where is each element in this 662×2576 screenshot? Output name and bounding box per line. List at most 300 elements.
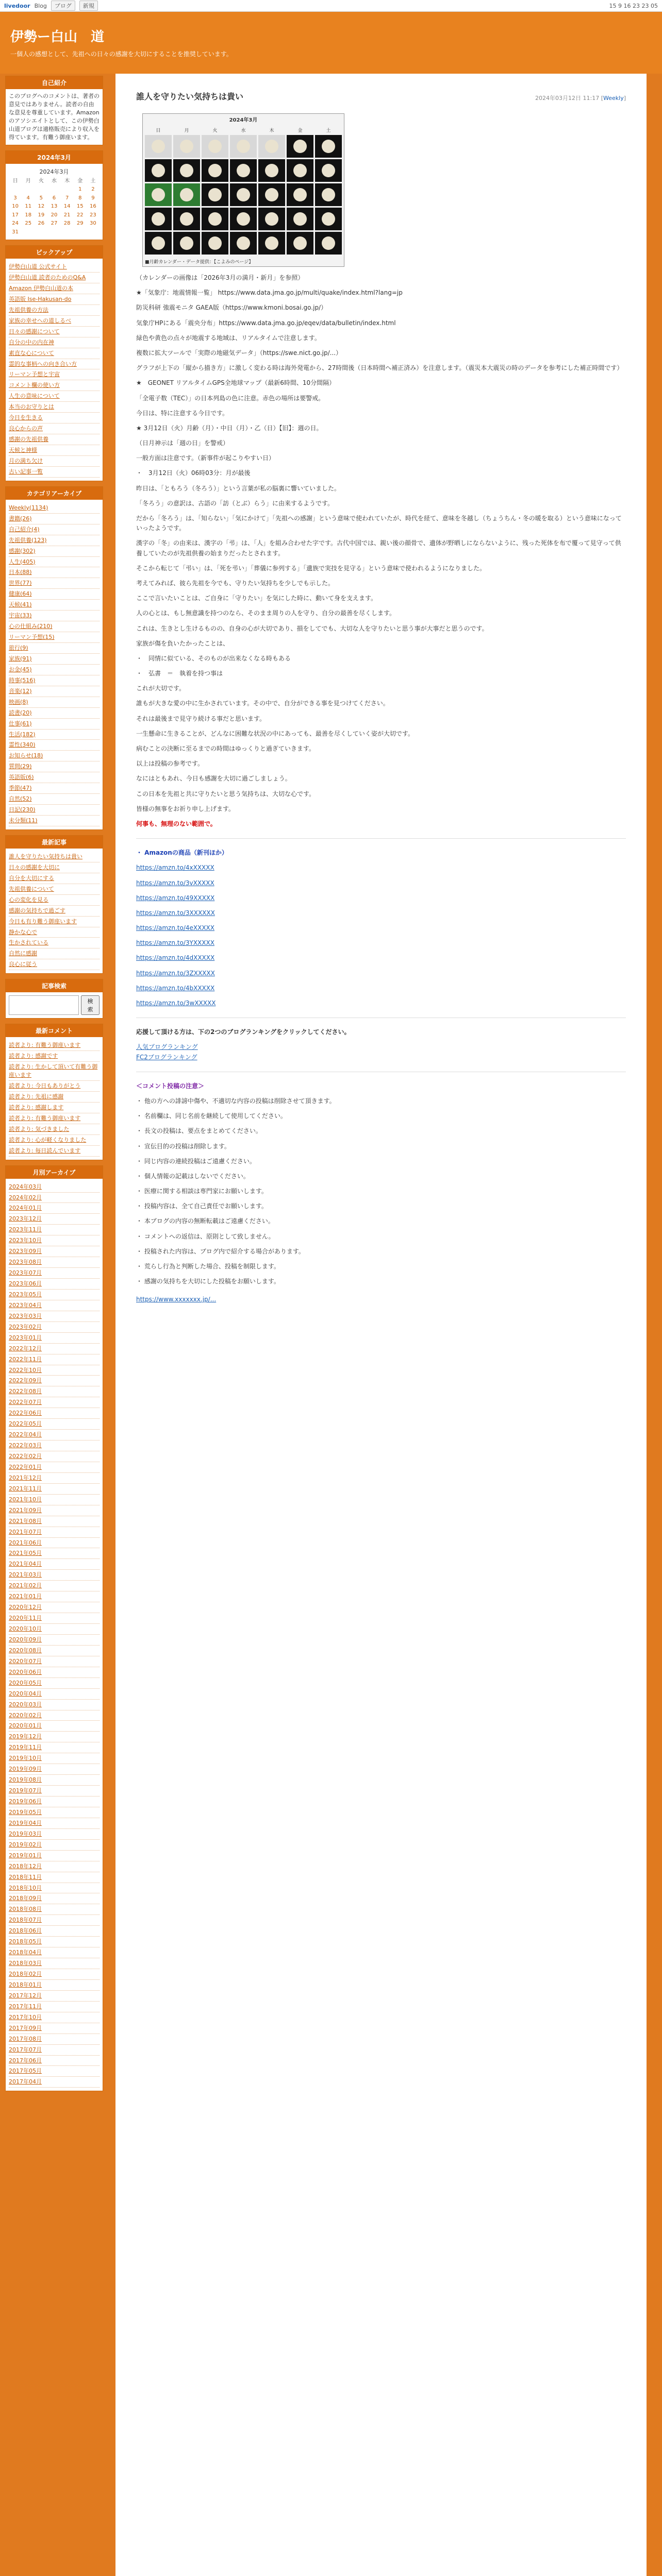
- calendar-day: [74, 228, 87, 237]
- calendar-day[interactable]: 26: [38, 221, 45, 227]
- section-red-text: 何事も、無理のない範囲で。: [136, 820, 217, 827]
- pickup-link[interactable]: 今日を生きる: [9, 414, 43, 421]
- category-link[interactable]: 未分類(11): [9, 817, 38, 824]
- archive-link[interactable]: 2019年04月: [9, 1819, 42, 1826]
- moon-phase-cell: [202, 135, 228, 158]
- book-link[interactable]: https://amzn.to/4eXXXXX: [136, 924, 214, 932]
- category-item: [9, 621, 100, 632]
- archive-link[interactable]: 2021年08月: [9, 1517, 42, 1524]
- calendar-day[interactable]: 24: [12, 221, 19, 227]
- category-link[interactable]: 自己紹介(4): [9, 526, 40, 533]
- archive-link[interactable]: 2017年10月: [9, 2013, 42, 2021]
- moon-icon: [208, 236, 222, 250]
- archive-link[interactable]: 2023年11月: [9, 1226, 42, 1233]
- recent-comment-link[interactable]: 読者より: 心が軽くなりました: [9, 1136, 87, 1143]
- pickup-link[interactable]: 月の満ち欠け: [9, 457, 43, 464]
- category-link[interactable]: 健康(64): [9, 590, 32, 598]
- archive-link[interactable]: 2020年03月: [9, 1701, 42, 1708]
- pickup-item: [9, 423, 100, 434]
- category-item: [9, 730, 100, 740]
- calendar-day[interactable]: 12: [38, 204, 45, 210]
- archive-item: [9, 1473, 100, 1484]
- archive-link[interactable]: 2018年04月: [9, 1949, 42, 1956]
- book-links: [136, 863, 626, 1008]
- category-link[interactable]: 人生(405): [9, 558, 36, 565]
- archive-link[interactable]: 2023年04月: [9, 1301, 42, 1309]
- archive-link[interactable]: 2023年01月: [9, 1334, 42, 1341]
- archive-link[interactable]: 2021年10月: [9, 1496, 42, 1503]
- archive-link[interactable]: 2022年01月: [9, 1463, 42, 1470]
- moon-icon: [152, 164, 165, 177]
- archive-link[interactable]: 2018年01月: [9, 1981, 42, 1988]
- moon-phase-cell: [287, 159, 313, 182]
- recent-comment-link[interactable]: 読者より: 生かして頂いて有難う御座います: [9, 1063, 98, 1079]
- category-link[interactable]: 音楽(12): [9, 687, 32, 694]
- archive-link[interactable]: 2021年02月: [9, 1582, 42, 1589]
- pickup-link[interactable]: 人生の意味について: [9, 393, 60, 400]
- archive-link[interactable]: 2022年04月: [9, 1431, 42, 1438]
- recent-comment-link[interactable]: 読者より: 有難う御座います: [9, 1114, 81, 1122]
- category-link[interactable]: 日本(88): [9, 569, 32, 576]
- archive-link[interactable]: 2022年02月: [9, 1453, 42, 1460]
- new-link[interactable]: 新規: [79, 1, 98, 11]
- category-link[interactable]: お知らせ(18): [9, 752, 43, 759]
- archive-item: [9, 2034, 100, 2045]
- category-link[interactable]: 宇宙(33): [9, 612, 32, 619]
- archive-link[interactable]: 2022年11月: [9, 1355, 42, 1363]
- category-link[interactable]: 英語版(6): [9, 774, 34, 781]
- calendar-day[interactable]: 20: [51, 212, 58, 218]
- sidebar: [5, 74, 103, 2096]
- pickup-heading: ピックアップ: [6, 246, 103, 259]
- archive-link[interactable]: 2024年02月: [9, 1194, 42, 1201]
- moon-icon: [237, 188, 250, 201]
- category-list: [9, 503, 100, 826]
- moon-icon: [208, 212, 222, 226]
- moon-icon: [208, 188, 222, 201]
- recent-article-link[interactable]: 良心に従う: [9, 961, 37, 968]
- archive-link[interactable]: 2017年08月: [9, 2035, 42, 2042]
- archive-link[interactable]: 2020年04月: [9, 1690, 42, 1697]
- archive-heading: 月別アーカイブ: [6, 1166, 103, 1179]
- archive-link[interactable]: 2022年08月: [9, 1388, 42, 1395]
- archive-item: [9, 1602, 100, 1613]
- category-link[interactable]: 季節(47): [9, 785, 32, 792]
- pickup-box: [5, 245, 103, 481]
- archive-link[interactable]: 2017年06月: [9, 2057, 42, 2064]
- calendar-day[interactable]: 7: [65, 195, 69, 201]
- archive-link[interactable]: 2019年05月: [9, 1808, 42, 1816]
- intro-text: このブログへのコメントは、著者の意見ではありません。読者の自由な意見を尊重しています。Amazonのアソシエイトとして、この伊勢白山道ブログは適格販売により収入を得ています。有難う御座います。: [9, 93, 100, 141]
- moon-icon: [265, 188, 278, 201]
- rule-item: ・ 長文の投稿は、要点をまとめてください。: [136, 1127, 262, 1135]
- recent-article-link[interactable]: 自分を大切にする: [9, 874, 54, 882]
- post-paragraph: 気象庁HPにある「震央分布」https://www.data.jma.go.jp/eqev/data/bulletin/index.html: [136, 319, 396, 327]
- category-link[interactable]: 映画(8): [9, 698, 28, 705]
- archive-link[interactable]: 2017年11月: [9, 2003, 42, 2010]
- recent-box: [5, 835, 103, 974]
- recent-comment-link[interactable]: 読者より: 今日もありがとう: [9, 1082, 81, 1089]
- recent-article-item: [9, 852, 100, 862]
- recent-article-link[interactable]: 誰人を守りたい気持ちは貴い: [9, 853, 82, 860]
- archive-link[interactable]: 2018年12月: [9, 1862, 42, 1870]
- archive-link[interactable]: 2021年12月: [9, 1474, 42, 1481]
- book-link[interactable]: https://amzn.to/4dXXXXX: [136, 954, 215, 962]
- calendar-day[interactable]: 14: [63, 204, 71, 210]
- archive-link[interactable]: 2018年09月: [9, 1895, 42, 1902]
- footer-link[interactable]: https://www.xxxxxxx.jp/...: [136, 1296, 217, 1303]
- pickup-link[interactable]: 感謝の先祖供養: [9, 436, 48, 443]
- pickup-link[interactable]: 自分の中の内在神: [9, 338, 54, 346]
- recent-article-link[interactable]: 感謝の気持ちで過ごす: [9, 907, 65, 914]
- archive-link[interactable]: 2024年03月: [9, 1183, 42, 1190]
- rule-item: ・ 同じ内容の連続投稿はご遠慮ください。: [136, 1157, 256, 1165]
- calendar-day[interactable]: 9: [91, 195, 95, 201]
- category-link[interactable]: 仕事(61): [9, 720, 32, 727]
- post-paragraph: 複数に拡大ツールで「実際の地磁気データ」（https://swe.nict.go.jp/...）: [136, 349, 342, 357]
- moon-icon: [237, 212, 250, 226]
- recent-article-link[interactable]: 今日も有り難う御座います: [9, 918, 77, 925]
- calendar-day[interactable]: 13: [51, 204, 58, 210]
- search-button[interactable]: 検索: [81, 995, 100, 1015]
- pickup-link[interactable]: 本当のお守りとは: [9, 403, 54, 411]
- book-link[interactable]: https://amzn.to/3ZXXXXX: [136, 969, 215, 977]
- category-item: [9, 611, 100, 621]
- post-paragraph: これは、生きとし生けるものの、自身の心が大切であり、損をしてでも、大切な人を守りたいと思う事が大事だと思うのです。: [136, 624, 488, 632]
- archive-link[interactable]: 2022年05月: [9, 1420, 42, 1428]
- archive-link[interactable]: 2018年02月: [9, 1971, 42, 1977]
- archive-link[interactable]: 2019年08月: [9, 1776, 42, 1784]
- calendar-day: [87, 228, 100, 237]
- archive-link[interactable]: 2023年08月: [9, 1259, 42, 1266]
- archive-link[interactable]: 2018年06月: [9, 1927, 42, 1935]
- post-paragraph: 人の心とは、もし無意識を持つのなら、そのまま周りの人を守り、自分の最善を尽くします。: [136, 609, 396, 617]
- pickup-link[interactable]: 素直な心について: [9, 349, 54, 357]
- archive-item: [9, 1991, 100, 2002]
- archive-link[interactable]: 2022年06月: [9, 1410, 42, 1417]
- archive-link[interactable]: 2018年10月: [9, 1884, 42, 1891]
- moon-icon: [293, 140, 307, 153]
- archive-link[interactable]: 2017年04月: [9, 2078, 42, 2086]
- archive-link[interactable]: 2017年07月: [9, 2046, 42, 2053]
- archive-link[interactable]: 2019年12月: [9, 1733, 42, 1740]
- archive-link[interactable]: 2022年07月: [9, 1399, 42, 1406]
- calendar-day[interactable]: 15: [76, 204, 84, 210]
- archive-link[interactable]: 2023年09月: [9, 1248, 42, 1255]
- archive-link[interactable]: 2021年06月: [9, 1539, 42, 1546]
- moon-phase-cell: [258, 159, 285, 182]
- recent-comment-link[interactable]: 読者より: 感謝です: [9, 1053, 58, 1060]
- recent-comment-link[interactable]: 読者より: 有難う御座います: [9, 1042, 81, 1049]
- archive-item: [9, 1203, 100, 1214]
- recent-comment-link[interactable]: 読者より: 先祖に感謝: [9, 1093, 64, 1100]
- moon-dow: 月: [184, 128, 189, 133]
- calendar-day[interactable]: 21: [63, 212, 71, 218]
- calendar-day[interactable]: 19: [38, 212, 45, 218]
- moon-phase-cell: [230, 232, 257, 255]
- moon-phase-cell: [202, 208, 228, 230]
- archive-link[interactable]: 2019年11月: [9, 1744, 42, 1751]
- archive-link[interactable]: 2024年01月: [9, 1205, 42, 1212]
- category-link[interactable]: 世界(77): [9, 580, 32, 587]
- archive-item: [9, 1646, 100, 1656]
- archive-item: [9, 1958, 100, 1969]
- calendar-day[interactable]: 11: [25, 204, 32, 210]
- moon-icon: [265, 236, 278, 250]
- calendar-day[interactable]: 17: [12, 212, 19, 218]
- blog-link[interactable]: ブログ: [51, 1, 75, 11]
- calendar-day[interactable]: 22: [76, 212, 84, 218]
- category-link[interactable]: 心の仕組み(210): [9, 623, 53, 630]
- archive-link[interactable]: 2023年10月: [9, 1237, 42, 1244]
- category-link[interactable]: 日記(230): [9, 806, 36, 814]
- archive-link[interactable]: 2018年07月: [9, 1917, 42, 1924]
- recent-comment-link[interactable]: 読者より: 感謝します: [9, 1104, 64, 1111]
- archive-link[interactable]: 2022年12月: [9, 1345, 42, 1352]
- pickup-item: [9, 445, 100, 456]
- category-link[interactable]: 天候(41): [9, 601, 32, 608]
- archive-link[interactable]: 2021年09月: [9, 1506, 42, 1514]
- calendar-day[interactable]: 23: [90, 212, 96, 218]
- archive-link[interactable]: 2021年04月: [9, 1561, 42, 1568]
- calendar-day[interactable]: 29: [76, 221, 84, 227]
- category-link[interactable]: 生活(182): [9, 731, 36, 738]
- category-link[interactable]: 質問(29): [9, 763, 32, 770]
- pickup-link[interactable]: コメント欄の使い方: [9, 382, 60, 389]
- book-item: [136, 863, 626, 873]
- recent-comment-link[interactable]: 読者より: 毎日読んでいます: [9, 1147, 81, 1154]
- category-link[interactable]: 感謝(302): [9, 547, 36, 554]
- archive-item: [9, 1840, 100, 1851]
- calendar-dow: 火: [38, 178, 44, 184]
- archive-link[interactable]: 2019年07月: [9, 1787, 42, 1794]
- book-link[interactable]: https://amzn.to/3wXXXXX: [136, 999, 216, 1007]
- archive-link[interactable]: 2020年07月: [9, 1657, 42, 1665]
- archive-link[interactable]: 2023年07月: [9, 1269, 42, 1277]
- post-category-link[interactable]: Weekly: [603, 95, 624, 101]
- pickup-item: [9, 305, 100, 316]
- search-box: [5, 979, 103, 1019]
- category-link[interactable]: 霊性(340): [9, 741, 36, 749]
- calendar-dow: 水: [51, 178, 57, 184]
- category-link[interactable]: 先祖供養(123): [9, 536, 47, 544]
- pickup-link[interactable]: 良心からの声: [9, 425, 43, 432]
- livedoor-logo[interactable]: livedoor: [4, 2, 30, 9]
- moon-icon: [322, 188, 335, 201]
- recent-article-link[interactable]: 先祖供養について: [9, 885, 54, 892]
- archive-link[interactable]: 2021年03月: [9, 1571, 42, 1579]
- recent-comment-link[interactable]: 読者より: 気づきました: [9, 1125, 70, 1132]
- category-item: [9, 675, 100, 686]
- archive-link[interactable]: 2023年05月: [9, 1291, 42, 1298]
- archive-item: [9, 1279, 100, 1290]
- calendar-day[interactable]: 4: [26, 195, 30, 201]
- moon-phase-cell: [230, 183, 257, 206]
- archive-link[interactable]: 2020年12月: [9, 1604, 42, 1611]
- category-link[interactable]: 家族(91): [9, 655, 32, 662]
- category-link[interactable]: 自然(52): [9, 795, 32, 803]
- recent-article-link[interactable]: 生かされている: [9, 939, 48, 946]
- archive-link[interactable]: 2023年03月: [9, 1312, 42, 1319]
- archive-item: [9, 1710, 100, 1721]
- archive-link[interactable]: 2020年05月: [9, 1679, 42, 1686]
- moon-phase-cell: [287, 135, 313, 158]
- book-link[interactable]: https://amzn.to/4xXXXXX: [136, 864, 214, 872]
- post-paragraph: なにはともあれ、今日も感謝を大切に過ごしましょう。: [136, 775, 291, 783]
- calendar-day[interactable]: 2: [91, 187, 95, 193]
- archive-link[interactable]: 2019年09月: [9, 1766, 42, 1773]
- pickup-link[interactable]: Amazon 伊勢白山道の本: [9, 284, 73, 292]
- archive-item: [9, 1376, 100, 1386]
- book-item: [136, 984, 626, 993]
- calendar-day[interactable]: 30: [90, 221, 96, 227]
- category-link[interactable]: お金(45): [9, 666, 32, 673]
- recent-comments-heading: 最新コメント: [6, 1024, 103, 1037]
- post-paragraph: 今日は、特に注意する今日です。: [136, 409, 229, 417]
- blog-service-label[interactable]: Blog: [34, 2, 47, 9]
- recent-article-item: [9, 938, 100, 948]
- archive-link[interactable]: 2021年01月: [9, 1593, 42, 1600]
- recent-article-link[interactable]: 静かな心で: [9, 928, 37, 936]
- archive-link[interactable]: 2018年08月: [9, 1906, 42, 1913]
- book-link[interactable]: https://amzn.to/3XXXXXX: [136, 909, 215, 917]
- post-paragraph: 一般方面は注意です。（新事件が起こりやすい日）: [136, 454, 275, 462]
- category-item: [9, 557, 100, 568]
- category-link[interactable]: リーマン予想(15): [9, 634, 55, 641]
- book-item: [136, 998, 626, 1008]
- category-link[interactable]: 旅行(9): [9, 645, 28, 651]
- calendar-day[interactable]: 8: [78, 195, 82, 201]
- pickup-link[interactable]: 家族の幸せへの道しるべ: [9, 317, 71, 324]
- pickup-link[interactable]: 伊勢白山道 公式サイト: [9, 263, 67, 270]
- archive-link[interactable]: 2020年06月: [9, 1668, 42, 1675]
- calendar-day[interactable]: 18: [25, 212, 32, 218]
- pickup-link[interactable]: リーマン予想と宇宙: [9, 371, 60, 378]
- archive-link[interactable]: 2020年02月: [9, 1711, 42, 1719]
- category-link[interactable]: 書籍(26): [9, 515, 32, 522]
- archive-item: [9, 1764, 100, 1775]
- calendar-day[interactable]: 27: [51, 221, 58, 227]
- post-paragraph: 一生懸命に生きることが、どんなに困難な状況の中にあっても、最善を尽くしていく姿が大切です。: [136, 730, 414, 737]
- category-box: [5, 486, 103, 830]
- calendar-day[interactable]: 31: [12, 229, 19, 235]
- archive-link[interactable]: 2023年12月: [9, 1215, 42, 1223]
- archive-link[interactable]: 2023年06月: [9, 1280, 42, 1287]
- post-paragraph: 防災科研 強震モニタ GAEA版（https://www.kmoni.bosai.go.jp/）: [136, 304, 327, 312]
- post-title: 誰人を守りたい気持ちは貴い: [136, 92, 244, 101]
- ranking-link-2[interactable]: FC2ブログランキング: [136, 1053, 197, 1061]
- archive-item: [9, 1559, 100, 1570]
- recent-article-link[interactable]: 日々の感謝を大切に: [9, 863, 60, 871]
- moon-dow: 日: [156, 128, 161, 133]
- archive-link[interactable]: 2020年09月: [9, 1636, 42, 1643]
- post-paragraph: 昨日は、「ともろう（冬ろう）」という言葉が私の脳裏に響いていました。: [136, 484, 341, 492]
- calendar-day[interactable]: 25: [25, 221, 32, 227]
- pickup-link[interactable]: 日々の感謝について: [9, 328, 60, 335]
- ranking-link-1[interactable]: 人気ブログランキング: [136, 1043, 198, 1051]
- pickup-link[interactable]: 天候と神様: [9, 447, 37, 453]
- book-link[interactable]: https://amzn.to/3vXXXXX: [136, 879, 214, 887]
- recent-comment-item: [9, 1124, 100, 1135]
- moon-phase-cell: [145, 183, 172, 206]
- category-item: [9, 567, 100, 578]
- calendar-day[interactable]: 5: [39, 195, 43, 201]
- archive-link[interactable]: 2022年10月: [9, 1366, 42, 1374]
- post-paragraph: 誰もが大きな愛の中に生かされています。その中で、自分ができる事を見つけてください。: [136, 700, 389, 707]
- search-input[interactable]: [9, 995, 79, 1015]
- archive-link[interactable]: 2020年10月: [9, 1625, 42, 1632]
- category-link[interactable]: 読書(20): [9, 709, 32, 716]
- pickup-link[interactable]: 古い記事一覧: [9, 468, 43, 475]
- archive-link[interactable]: 2017年09月: [9, 2024, 42, 2031]
- archive-link[interactable]: 2023年02月: [9, 1323, 42, 1330]
- archive-link[interactable]: 2021年05月: [9, 1550, 42, 1557]
- recent-article-link[interactable]: 自然に感謝: [9, 950, 37, 957]
- archive-link[interactable]: 2021年11月: [9, 1485, 42, 1492]
- recent-comments-box: [5, 1024, 103, 1160]
- rule-item: ・ 医療に関する相談は専門家にお願いします。: [136, 1188, 268, 1195]
- rule-item: ・ 投稿内容は、全て自己責任でお願いします。: [136, 1202, 268, 1210]
- pickup-item: [9, 273, 100, 283]
- archive-link[interactable]: 2019年03月: [9, 1830, 42, 1837]
- calendar-day[interactable]: 16: [90, 204, 96, 210]
- archive-link[interactable]: 2019年06月: [9, 1798, 42, 1805]
- moon-grid: [143, 125, 344, 257]
- archive-link[interactable]: 2019年01月: [9, 1852, 42, 1859]
- book-link[interactable]: https://amzn.to/3YXXXXX: [136, 939, 214, 947]
- category-item: [9, 805, 100, 816]
- archive-link[interactable]: 2018年05月: [9, 1938, 42, 1945]
- book-item: [136, 969, 626, 978]
- archive-link[interactable]: 2022年09月: [9, 1377, 42, 1384]
- category-link[interactable]: 時事(516): [9, 676, 36, 684]
- rules-list: [136, 1096, 626, 1286]
- archive-link[interactable]: 2017年12月: [9, 1992, 42, 1999]
- pickup-link[interactable]: 霊的な事柄への向き合い方: [9, 360, 77, 367]
- archive-link[interactable]: 2022年03月: [9, 1442, 42, 1449]
- archive-link[interactable]: 2019年02月: [9, 1841, 42, 1848]
- archive-link[interactable]: 2017年05月: [9, 2067, 42, 2075]
- rule-item: ・ 本ブログの内容の無断転載はご遠慮ください。: [136, 1217, 274, 1225]
- calendar-day[interactable]: 10: [12, 204, 19, 210]
- calendar-day[interactable]: 28: [63, 221, 71, 227]
- calendar-day[interactable]: 6: [52, 195, 56, 201]
- category-link[interactable]: Weekly(1134): [9, 504, 48, 511]
- blog-title[interactable]: 伊勢ー白山 道: [10, 29, 105, 45]
- pickup-link[interactable]: 伊勢白山道 読者のためのQ&A: [9, 274, 86, 281]
- archive-link[interactable]: 2021年07月: [9, 1528, 42, 1535]
- archive-link[interactable]: 2020年11月: [9, 1615, 42, 1622]
- moon-phase-cell: [315, 232, 342, 255]
- archive-link[interactable]: 2018年11月: [9, 1873, 42, 1880]
- recent-article-link[interactable]: 心の変化を見る: [9, 896, 48, 903]
- calendar-day[interactable]: 3: [13, 195, 17, 201]
- pickup-link[interactable]: 先祖供養の方法: [9, 306, 48, 313]
- archive-link[interactable]: 2018年03月: [9, 1960, 42, 1967]
- archive-item: [9, 1937, 100, 1947]
- archive-item: [9, 1505, 100, 1516]
- archive-link[interactable]: 2020年08月: [9, 1647, 42, 1654]
- pickup-link[interactable]: 英語版 Ise-Hakusan-do: [9, 295, 72, 302]
- book-link[interactable]: https://amzn.to/49XXXXX: [136, 894, 215, 902]
- archive-link[interactable]: 2019年10月: [9, 1755, 42, 1762]
- post-paragraph: （カレンダーの画像は「2026年3月の満月・新月」を参照）: [136, 274, 304, 281]
- archive-link[interactable]: 2020年01月: [9, 1722, 42, 1730]
- book-link[interactable]: https://amzn.to/4bXXXXX: [136, 984, 215, 992]
- category-item: [9, 514, 100, 524]
- calendar-day[interactable]: 1: [78, 187, 82, 193]
- moon-dow: 木: [269, 128, 274, 133]
